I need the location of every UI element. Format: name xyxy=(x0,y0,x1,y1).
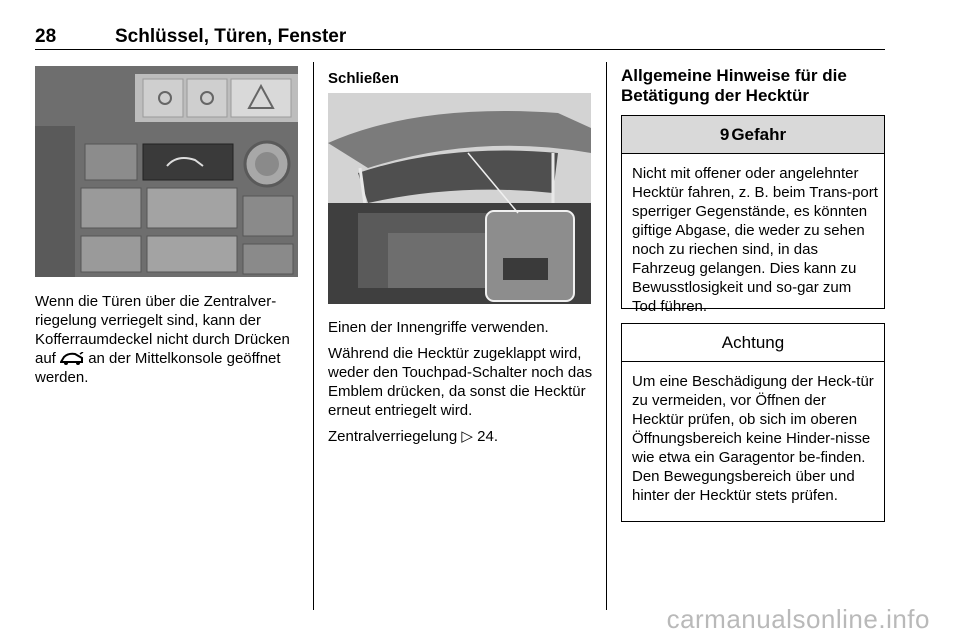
section-heading-schliessen: Schließen xyxy=(328,70,399,87)
paragraph-zuklappen: Während die Hecktür zugeklappt wird, weder den Touchpad-Schalter noch das Emblem drücken, da sonst die Hecktür erneut entriegelt wird. xyxy=(328,345,593,419)
page-header xyxy=(35,22,885,52)
danger-title: Gefahr xyxy=(731,124,787,144)
crossref-label: Zentralverriegelung xyxy=(328,428,458,445)
caution-text: Um eine Beschädigung der Heck-tür zu vermeiden, vor Öffnen der Hecktür prüfen, ob sich im oberen Öffnungsbereich keine Hinder-nisse wie etwa ein Garagentor be-finden. Den Bewegungsbereich über und hinter der Hecktür stets prüfen. xyxy=(632,373,874,504)
tailgate-car-icon xyxy=(60,352,84,366)
watermark: carmanualsonline.info xyxy=(666,604,930,634)
crossref-arrow-icon: ▷ xyxy=(461,428,473,445)
column2-text xyxy=(328,318,593,453)
danger-text: Nicht mit offener oder angelehnter Hecktür fahren, z. B. beim Trans-port sperriger Gegenstände, es könnten giftige Abgase, die weder zu sehen noch zu riechen sind, in das Fahrzeug gelangen. Dies kann zu Bewusstlosigkeit und so-gar zum Tod führen. xyxy=(632,165,878,315)
warning-symbol-icon: 9 xyxy=(719,124,730,144)
danger-box xyxy=(621,115,885,315)
paragraph-innengriffe: Einen der Innengriffe verwenden. xyxy=(328,319,549,336)
center-console-photo xyxy=(35,66,298,277)
crossref-zentralverriegelung[interactable] xyxy=(328,427,593,446)
caution-title: Achtung xyxy=(721,332,785,352)
open-tailgate-photo xyxy=(328,93,591,304)
crossref-page: 24. xyxy=(477,428,498,445)
page-number: 28 xyxy=(35,26,57,47)
column1-text xyxy=(35,292,300,394)
section-heading-hinweise: Allgemeine Hinweise für die Betätigung der Hecktür xyxy=(621,66,847,105)
console-paragraph xyxy=(35,292,300,387)
console-paragraph-end: an der Mittelkonsole geöffnet werden. xyxy=(35,350,281,386)
column-divider-left xyxy=(313,62,314,610)
caution-box xyxy=(621,323,885,522)
header-rule xyxy=(35,49,885,50)
danger-header xyxy=(622,116,884,154)
chapter-title: Schlüssel, Türen, Fenster xyxy=(115,26,347,47)
caution-header xyxy=(622,324,884,362)
console-paragraph-start: Wenn die Türen über die Zentralver-riegelung verriegelt sind, kann der Kofferraumdeckel nicht durch Drücken auf xyxy=(35,293,290,367)
column-divider-right xyxy=(606,62,607,610)
